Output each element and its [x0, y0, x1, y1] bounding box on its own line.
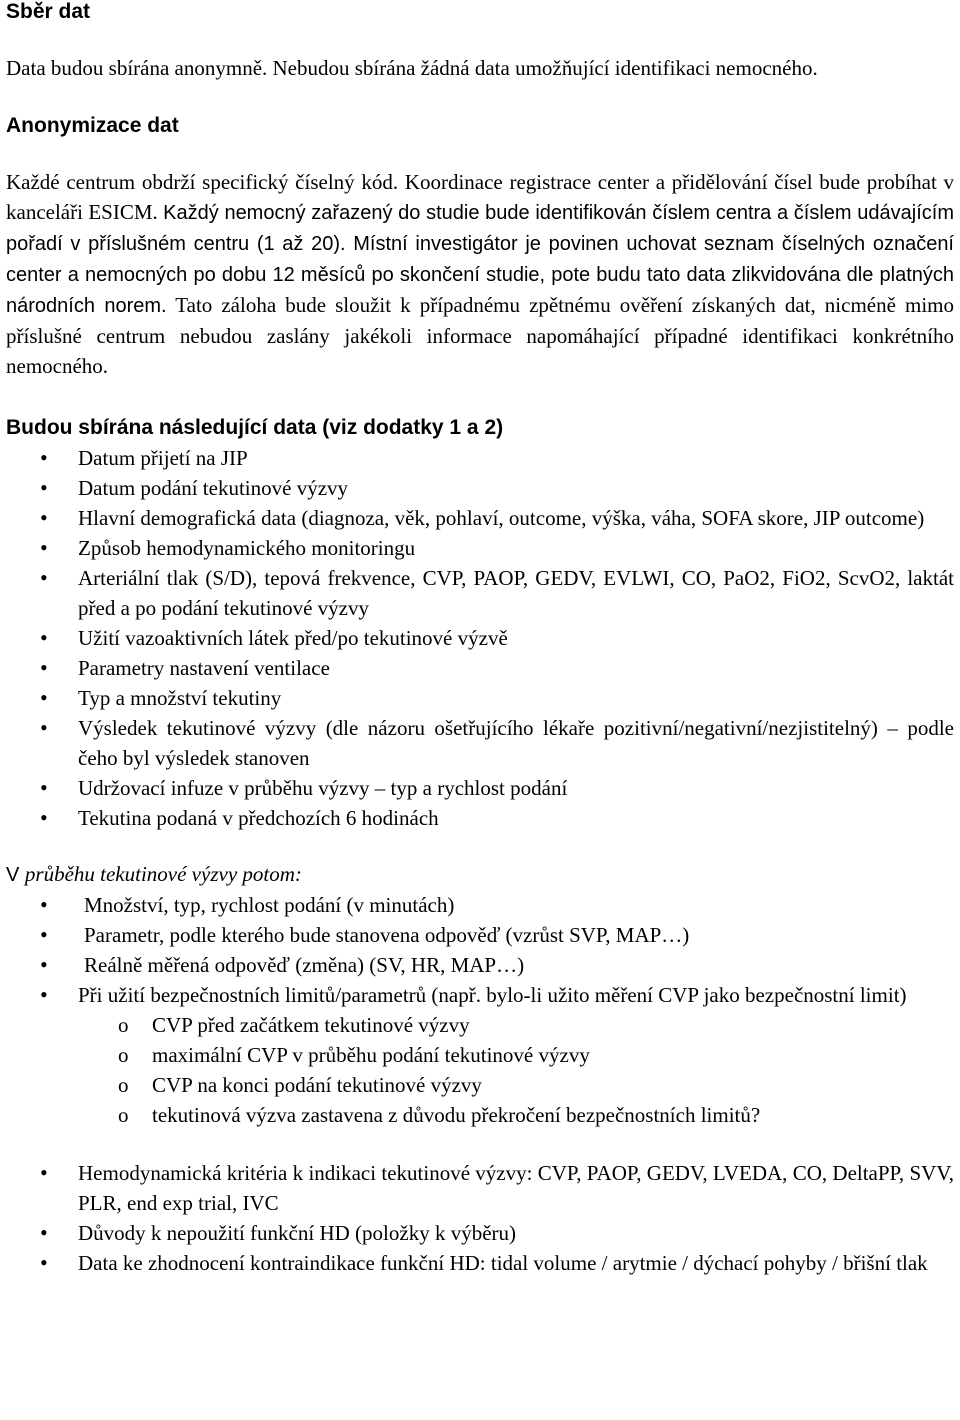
paragraph-anonymization-part-b: Každý nemocný zařazený do studie bude identifikován číslem centra a číslem udávajícím pořadí v příslušném centru (1 až 20). Místní investigátor je povinen uchovat seznam číselných označení center a nemocných po dobu 12 měsíců po skončení studie, pote budu tato data zlikvidována dle platných národních norem.	[6, 202, 954, 317]
list-item: • Reálně měřená odpověď (změna) (SV, HR, MAP…)	[6, 950, 954, 980]
list-subitem: o tekutinová výzva zastavena z důvodu překročení bezpečnostních limitů?	[6, 1100, 954, 1130]
paragraph-anonymization	[6, 167, 954, 381]
section-title-collected-data	[6, 413, 954, 443]
list-item: • Data ke zhodnocení kontraindikace funkční HD: tidal volume / arytmie / dýchací pohyby / břišní tlak	[6, 1248, 954, 1278]
section-title-during-challenge	[6, 859, 954, 890]
list-item: • Způsob hemodynamického monitoringu	[6, 533, 954, 563]
list-item: • Arteriální tlak (S/D), tepová frekvence, CVP, PAOP, GEDV, EVLWI, CO, PaO2, FiO2, ScvO2, laktát před a po podání tekutinové výzvy	[6, 563, 954, 623]
list-item: • Užití vazoaktivních látek před/po tekutinové výzvě	[6, 623, 954, 653]
paragraph-anonymization-part-c: Tato záloha bude sloužit k případnému zpětnému ověření získaných dat, nicméně mimo příslušné centrum nebudou zaslány jakékoli informace napomáhající případné identifikaci konkrétního nemocného.	[6, 293, 954, 378]
criteria-list	[6, 1158, 954, 1278]
section-title-sber-dat: Sběr dat	[6, 0, 91, 23]
list-item: • Typ a množství tekutiny	[6, 683, 954, 713]
list-subitem: o maximální CVP v průběhu podání tekutinové výzvy	[6, 1040, 954, 1070]
list-item: • Hemodynamická kritéria k indikaci tekutinové výzvy: CVP, PAOP, GEDV, LVEDA, CO, DeltaPP, SVV, PLR, end exp trial, IVC	[6, 1158, 954, 1218]
list-item: • Hlavní demografická data (diagnoza, věk, pohlaví, outcome, výška, váha, SOFA skore, JIP outcome)	[6, 503, 954, 533]
list-item: • Tekutina podaná v předchozích 6 hodinách	[6, 803, 954, 833]
safety-limits-sublist	[6, 1010, 954, 1130]
list-subitem: o CVP před začátkem tekutinové výzvy	[6, 1010, 954, 1040]
list-item: • Výsledek tekutinové výzvy (dle názoru ošetřujícího lékaře pozitivní/negativní/nezjistitelný) – podle čeho byl výsledek stanoven	[6, 713, 954, 773]
paragraph-anonymity: Data budou sbírána anonymně. Nebudou sbírána žádná data umožňující identifikaci nemocného.	[6, 56, 818, 80]
list-item: • Parametry nastavení ventilace	[6, 653, 954, 683]
list-item: • Udržovací infuze v průběhu výzvy – typ a rychlost podání	[6, 773, 954, 803]
section-title-anonymizace: Anonymizace dat	[6, 114, 179, 137]
list-item: • Důvody k nepoužití funkční HD (položky k výběru)	[6, 1218, 954, 1248]
during-challenge-list	[6, 890, 954, 1010]
paragraph-anonymization-part-a: Každé centrum obdrží specifický číselný kód. Koordinace registrace center a přidělování čísel bude probíhat v kanceláři ESICM.	[6, 170, 954, 224]
list-subitem: o CVP na konci podání tekutinové výzvy	[6, 1070, 954, 1100]
section-title-during-prefix: V	[6, 864, 25, 886]
collected-data-list	[6, 443, 954, 833]
list-item: • Parametr, podle kterého bude stanovena odpověď (vzrůst SVP, MAP…)	[6, 920, 954, 950]
section-title-during-text: průběhu tekutinové výzvy potom:	[24, 862, 302, 886]
list-item: • Množství, typ, rychlost podání (v minutách)	[6, 890, 954, 920]
list-item: • Při užití bezpečnostních limitů/parametrů (např. bylo-li užito měření CVP jako bezpečnostní limit)	[6, 980, 954, 1010]
list-item: • Datum přijetí na JIP	[6, 443, 954, 473]
list-item: • Datum podání tekutinové výzvy	[6, 473, 954, 503]
section-title-collected-data-text: Budou sbírána následující data (viz dodatky 1 a 2)	[6, 416, 504, 439]
